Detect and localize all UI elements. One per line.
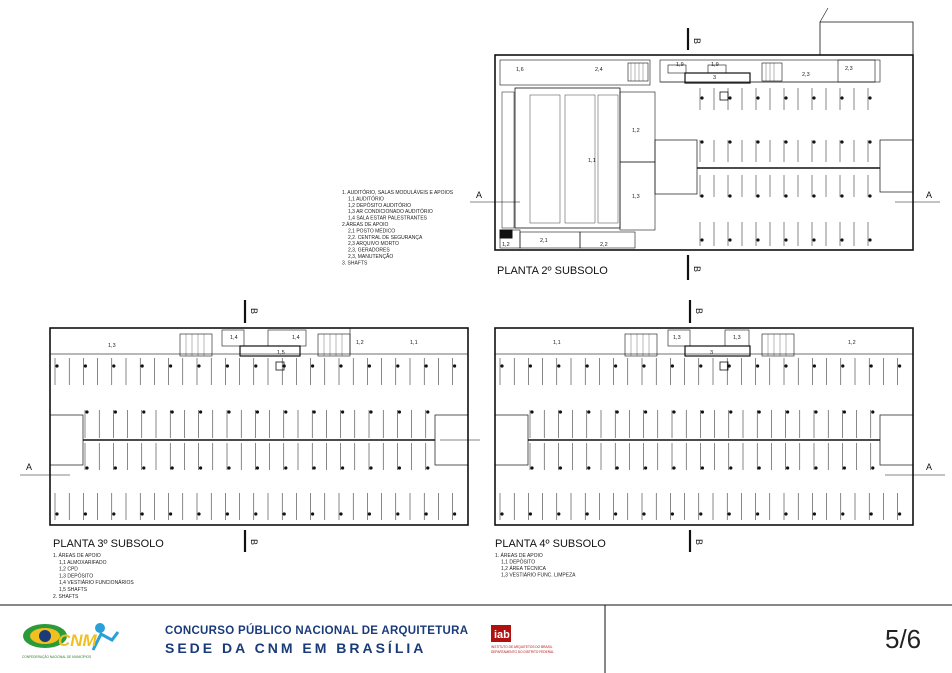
room-label: 3 [713, 75, 717, 81]
room-label: 1,2 [502, 242, 510, 248]
pillar [396, 512, 399, 515]
section-a-left-p2: A [476, 190, 483, 200]
pillar [784, 140, 787, 143]
iab-logo-mark: iab [494, 629, 510, 641]
pillar [728, 96, 731, 99]
pillar [557, 512, 560, 515]
pillar [614, 364, 617, 367]
pillar [559, 466, 562, 469]
pillar [898, 512, 901, 515]
section-a-right-p2: A [926, 190, 933, 200]
room-label: 1,1 [588, 158, 596, 164]
room-label: 1,1 [553, 340, 561, 346]
room-label: 2,3 [845, 66, 853, 72]
legend-item: 1,1 AUDITÓRIO [348, 196, 384, 203]
pillar [256, 466, 259, 469]
pillar [530, 466, 533, 469]
pillar [870, 364, 873, 367]
plan-2-subsolo [495, 8, 913, 250]
pillar [284, 410, 287, 413]
pillar [313, 410, 316, 413]
plan-4-legend [495, 552, 576, 579]
pillar [756, 238, 759, 241]
plan-4-subsolo [495, 328, 913, 525]
pillar [426, 466, 429, 469]
pillar [339, 512, 342, 515]
pillar [114, 410, 117, 413]
legend-item: 1. AUDITÓRIO, SALAS MODULÁVEIS E APOIOS [342, 190, 454, 196]
pillar [700, 194, 703, 197]
room-label: 1,5 [277, 350, 285, 356]
pillar [871, 466, 874, 469]
plan-3-title: PLANTA 3º SUBSOLO [53, 538, 164, 550]
pillar [341, 410, 344, 413]
pillar [700, 140, 703, 143]
pillar [453, 364, 456, 367]
pillar [112, 512, 115, 515]
plan-2-legend [342, 189, 454, 266]
pillar [814, 410, 817, 413]
pillar [284, 466, 287, 469]
legend-item: 1. ÁREAS DE APOIO [495, 553, 543, 559]
pillar [453, 512, 456, 515]
competition-title: CONCURSO PÚBLICO NACIONAL DE ARQUITETURA [165, 625, 469, 637]
pillar [784, 194, 787, 197]
pillar [614, 512, 617, 515]
room-label: 3 [710, 350, 714, 356]
pillar [369, 410, 372, 413]
pillar [84, 364, 87, 367]
legend-item: 1,1 DEPÓSITO [501, 559, 536, 566]
pillar [756, 364, 759, 367]
pillar [313, 466, 316, 469]
pillar [786, 410, 789, 413]
room-label: 1,6 [516, 67, 524, 73]
pillar [587, 466, 590, 469]
pillar [841, 364, 844, 367]
plan-3-subsolo [50, 328, 468, 525]
pillar [784, 364, 787, 367]
pillar [699, 364, 702, 367]
pillar [254, 364, 257, 367]
pillar [812, 96, 815, 99]
pillar [426, 410, 429, 413]
pillar [616, 466, 619, 469]
pillar [728, 140, 731, 143]
legend-item: 2,3, GERADORES [348, 247, 390, 254]
legend-item: 1,4 SALA ESTAR PALESTRANTES [348, 215, 428, 222]
section-marks [20, 28, 945, 552]
plan-2-room-labels [502, 62, 853, 248]
pillar [868, 96, 871, 99]
legend-item: 1,2 CPD [59, 566, 78, 573]
pillar [644, 410, 647, 413]
pillar [729, 410, 732, 413]
pillar [311, 364, 314, 367]
plan-4-parking-stalls [500, 358, 901, 520]
pillar [642, 364, 645, 367]
section-b-bottom-p2: B [692, 266, 702, 273]
room-label: 1,3 [108, 343, 116, 349]
legend-item: 1. ÁREAS DE APOIO [53, 553, 101, 559]
pillar [311, 512, 314, 515]
section-b-bottom-p3: B [249, 539, 259, 546]
cnm-logo-text: CNM [58, 631, 97, 650]
pillar [85, 466, 88, 469]
pillar [701, 466, 704, 469]
pillar [840, 96, 843, 99]
pillar [812, 194, 815, 197]
pillar [700, 238, 703, 241]
legend-item: 1,2 DEPÓSITO AUDITÓRIO [348, 202, 411, 209]
room-label: 1,2 [848, 340, 856, 346]
pillar [756, 512, 759, 515]
pillar [728, 512, 731, 515]
pillar [784, 238, 787, 241]
legend-item: 1,5 SHAFTS [59, 587, 88, 593]
pillar [758, 466, 761, 469]
pillar [529, 512, 532, 515]
pillar [868, 194, 871, 197]
pillar [868, 238, 871, 241]
pillar [784, 512, 787, 515]
section-a-left-p3: A [26, 462, 33, 472]
pillar [756, 140, 759, 143]
pillar [141, 512, 144, 515]
pillar [700, 96, 703, 99]
plan-2-title: PLANTA 2º SUBSOLO [497, 265, 608, 277]
legend-item: 1,2 ÁREA TÉCNICA [501, 566, 546, 572]
legend-item: 2,3 ARQUIVO MORTO [348, 241, 399, 248]
pillar [398, 466, 401, 469]
legend-item: 1,4 VESTIÁRIO FUNCIONÁRIOS [59, 580, 134, 587]
pillar [226, 364, 229, 367]
pillar [142, 410, 145, 413]
pillar [500, 364, 503, 367]
pillar [868, 140, 871, 143]
plan-3-legend [53, 552, 134, 600]
pillar [784, 96, 787, 99]
pillar [341, 466, 344, 469]
iab-logo-dept: DEPARTAMENTO DO DISTRITO FEDERAL [491, 650, 554, 654]
page-number: 5/6 [885, 624, 922, 654]
pillar [814, 466, 817, 469]
plan-4-title: PLANTA 4º SUBSOLO [495, 538, 606, 550]
pillar [226, 512, 229, 515]
room-label: 2,3 [802, 72, 810, 78]
pillar [368, 512, 371, 515]
cnm-logo [22, 623, 118, 659]
legend-item: 3. SHAFTS [342, 260, 368, 267]
room-label: 2,4 [595, 67, 603, 73]
pillar [396, 364, 399, 367]
pillar [114, 466, 117, 469]
legend-item: 1,3 DEPÓSITO [59, 573, 94, 580]
pillar [728, 238, 731, 241]
pillar [813, 364, 816, 367]
pillar [55, 364, 58, 367]
pillar [369, 466, 372, 469]
section-b-bottom-p4: B [694, 539, 704, 546]
pillar [758, 410, 761, 413]
pillar [616, 410, 619, 413]
pillar [254, 512, 257, 515]
room-label: 1,3 [632, 194, 640, 200]
legend-item: 2,1 POSTO MÉDICO [348, 228, 396, 235]
section-b-top-p4: B [694, 308, 704, 315]
pillar [840, 238, 843, 241]
pillar [756, 194, 759, 197]
room-label: 2,1 [540, 238, 548, 244]
iab-logo-name: INSTITUTO DE ARQUITETOS DO BRASIL [491, 645, 553, 649]
room-label: 1,2 [632, 128, 640, 134]
pillar [368, 364, 371, 367]
pillar [500, 512, 503, 515]
legend-item: 2. SHAFTS [53, 593, 79, 600]
pillar [227, 410, 230, 413]
pillar [671, 512, 674, 515]
pillar [870, 512, 873, 515]
pillar [898, 364, 901, 367]
pillar [112, 364, 115, 367]
room-label: 1,2 [356, 340, 364, 346]
pillar [812, 140, 815, 143]
room-label: 2,2 [600, 242, 608, 248]
room-label: 1,3 [733, 335, 741, 341]
pillar [142, 466, 145, 469]
pillar [586, 364, 589, 367]
room-label: 1,9 [676, 62, 684, 68]
pillar [425, 512, 428, 515]
cnm-logo-caption: CONFEDERAÇÃO NACIONAL DE MUNICÍPIOS [22, 655, 92, 659]
pillar [85, 410, 88, 413]
room-label: 1,1 [410, 340, 418, 346]
pillar [283, 364, 286, 367]
pillar [559, 410, 562, 413]
competition-subtitle: SEDE DA CNM EM BRASÍLIA [165, 640, 427, 656]
pillar [587, 410, 590, 413]
pillar [756, 96, 759, 99]
pillar [529, 364, 532, 367]
plan-3-parking-stalls [55, 358, 456, 520]
room-label: 1,3 [673, 335, 681, 341]
room-label: 1,4 [230, 335, 238, 341]
room-label: 1,4 [292, 335, 300, 341]
pillar [197, 364, 200, 367]
pillar [339, 364, 342, 367]
pillar [672, 466, 675, 469]
pillar [197, 512, 200, 515]
pillar [699, 512, 702, 515]
plan-2-parking-stalls [700, 88, 872, 246]
pillar [701, 410, 704, 413]
pillar [843, 466, 846, 469]
pillar [841, 512, 844, 515]
pillar [171, 410, 174, 413]
pillar [843, 410, 846, 413]
pillar [256, 410, 259, 413]
iab-logo [491, 625, 554, 654]
pillar [812, 238, 815, 241]
pillar [840, 194, 843, 197]
legend-item: 1,3 VESTIÁRIO FUNC. LIMPEZA [501, 572, 576, 579]
pillar [141, 364, 144, 367]
pillar [728, 194, 731, 197]
pillar [871, 410, 874, 413]
pillar [672, 410, 675, 413]
pillar [642, 512, 645, 515]
pillar [398, 410, 401, 413]
pillar [425, 364, 428, 367]
pillar [283, 512, 286, 515]
legend-item: 1,3 AR CONDICIONADO AUDITÓRIO [348, 209, 433, 216]
pillar [671, 364, 674, 367]
pillar [813, 512, 816, 515]
legend-item: 2.ÁREAS DE APOIO [342, 222, 389, 228]
pillar [728, 364, 731, 367]
pillar [586, 512, 589, 515]
room-label: 1,9 [711, 62, 719, 68]
pillar [171, 466, 174, 469]
pillar [644, 466, 647, 469]
pillar [840, 140, 843, 143]
pillar [786, 466, 789, 469]
pillar [169, 512, 172, 515]
section-b-top-p2: B [692, 38, 702, 45]
pillar [729, 466, 732, 469]
section-b-top-p3: B [249, 308, 259, 315]
legend-item: 2,3, MANUTENÇÃO [348, 254, 394, 260]
title-block [0, 605, 952, 673]
pillar [84, 512, 87, 515]
pillar [169, 364, 172, 367]
legend-item: 1,1 ALMOXARIFADO [59, 559, 107, 566]
pillar [227, 466, 230, 469]
pillar [55, 512, 58, 515]
pillar [530, 410, 533, 413]
legend-item: 2,2. CENTRAL DE SEGURANÇA [348, 234, 423, 241]
section-a-right-p4: A [926, 462, 933, 472]
pillar [199, 466, 202, 469]
pillar [557, 364, 560, 367]
pillar [199, 410, 202, 413]
